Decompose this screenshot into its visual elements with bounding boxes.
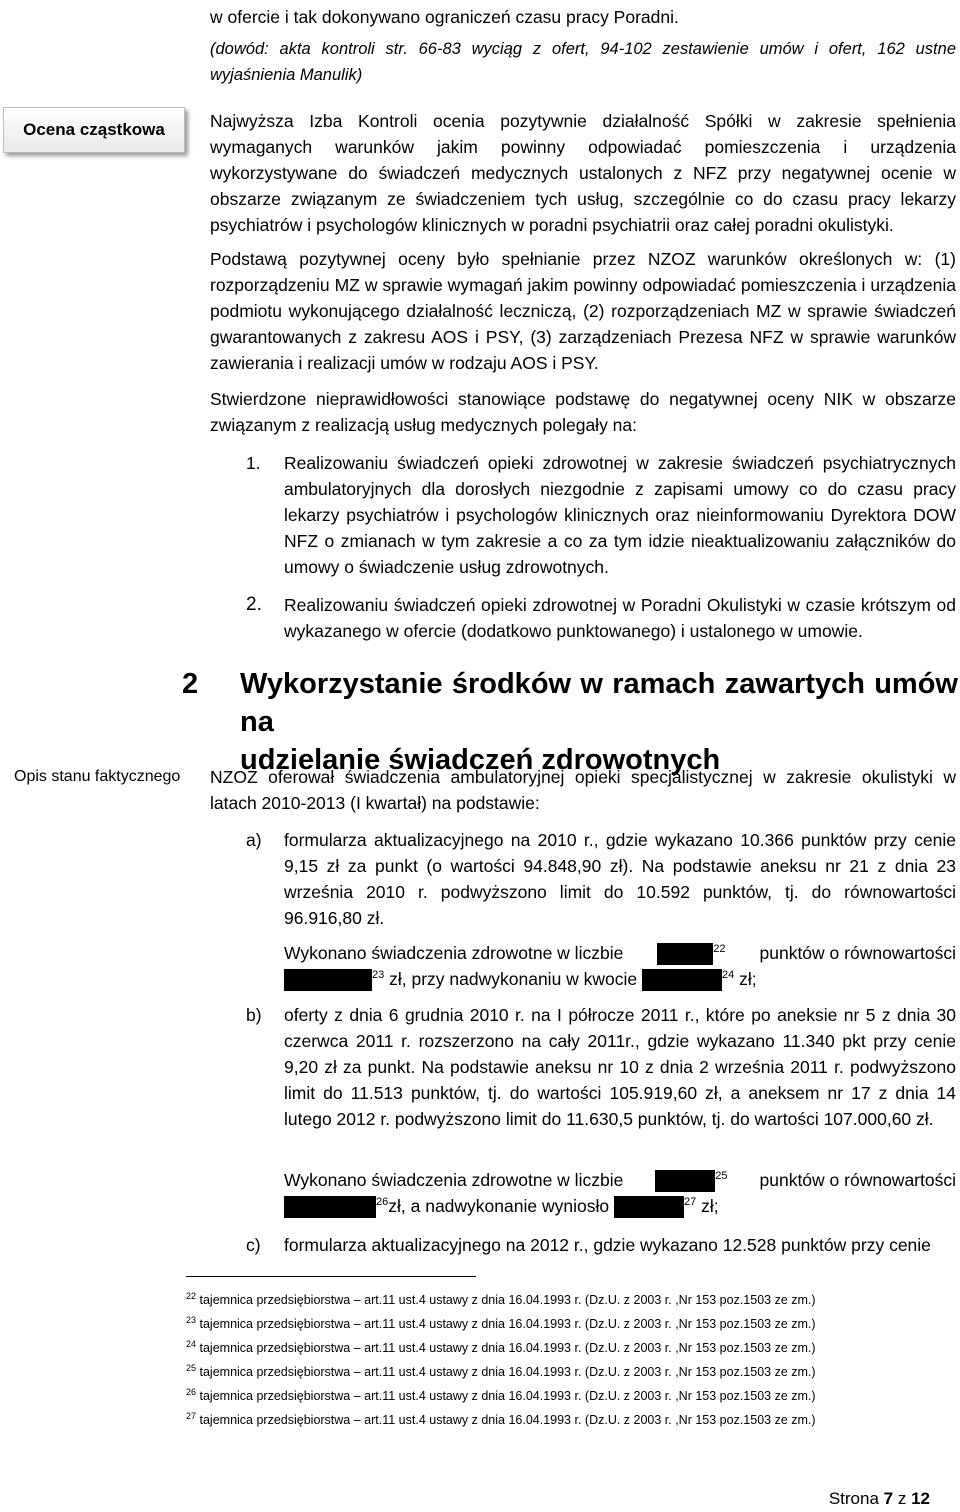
footnote-text: tajemnica przedsiębiorstwa – art.11 ust.4 ustawy z dnia 16.04.1993 r. (Dz.U. z 2003 r. ,Nr 153 poz.1503 ze zm.) xyxy=(199,1389,816,1403)
footnote-number: 27 xyxy=(186,1410,197,1421)
footnote-number: 24 xyxy=(186,1338,197,1349)
list-item-number: 2. xyxy=(246,594,262,615)
execution-text: zł, przy nadwykonaniu w kwocie xyxy=(389,969,638,989)
facts-description-label: Opis stanu faktycznego xyxy=(14,768,181,785)
footnote-text: tajemnica przedsiębiorstwa – art.11 ust.4 ustawy z dnia 16.04.1993 r. (Dz.U. z 2003 r. ,Nr 153 poz.1503 ze zm.) xyxy=(199,1413,816,1427)
redaction-block xyxy=(614,1196,684,1218)
section-title-line1: Wykorzystanie środków w ramach zawartych umów na xyxy=(240,668,958,738)
list-item-a xyxy=(246,827,956,931)
list-item xyxy=(246,592,956,644)
footnote-text: tajemnica przedsiębiorstwa – art.11 ust.4 ustawy z dnia 16.04.1993 r. (Dz.U. z 2003 r. ,Nr 153 poz.1503 ze zm.) xyxy=(199,1341,816,1355)
page-number xyxy=(829,1486,930,1512)
footnote xyxy=(186,1360,816,1384)
execution-text: punktów o równowartości xyxy=(759,943,956,963)
list-item-number: 1. xyxy=(246,453,261,473)
execution-note-a xyxy=(284,940,956,992)
execution-text: punktów o równowartości xyxy=(759,1170,956,1190)
footnote-ref: 22 xyxy=(713,943,726,956)
footnote xyxy=(186,1336,816,1360)
evidence-note: (dowód: akta kontroli str. 66-83 wyciąg z ofert, 94-102 zestawienie umów i ofert, 162 ustne wyjaśnienia Manulik) xyxy=(210,40,956,84)
list-item-text: Realizowaniu świadczeń opieki zdrowotnej w zakresie świadczeń psychiatrycznych ambulatoryjnych dla dorosłych niezgodnie z zapisami umowy co do czasu pracy lekarzy psychiatrów i psychologów klinicznych oraz nieinformowaniu Dyrektora DOW NFZ o zmianach w tym zakresie a co za tym idzie nieaktualizowaniu załączników do umowy o świadczenie usług zdrowotnych. xyxy=(284,453,956,577)
footnote-text: tajemnica przedsiębiorstwa – art.11 ust.4 ustawy z dnia 16.04.1993 r. (Dz.U. z 2003 r. ,Nr 153 poz.1503 ze zm.) xyxy=(199,1317,816,1331)
assessment-paragraph-1: Najwyższa Izba Kontroli ocenia pozytywnie działalność Spółki w zakresie spełnienia wymaganych warunków jakim powinny odpowiadać pomieszczenia i urządzenia wykorzystywane do świadczeń medycznych ustalonych z NFZ przy negatywnej ocenie w obszarze związanym ze świadczeniem tych usług, szczególnie co do czasu pracy lekarzy psychiatrów i psychologów klinicznych w poradni psychiatrii oraz całej poradni okulistyki. xyxy=(210,111,956,235)
execution-text: zł; xyxy=(701,1196,719,1216)
partial-assessment-text: Ocena cząstkowa xyxy=(23,120,165,139)
page-label: Strona xyxy=(828,1489,879,1508)
list-item-letter: c) xyxy=(246,1235,261,1255)
page-total: 12 xyxy=(911,1489,930,1508)
continuation-text: w ofercie i tak dokonywano ograniczeń czasu pracy Poradni. xyxy=(210,7,679,27)
footnote-number: 25 xyxy=(186,1362,197,1373)
footnote xyxy=(186,1384,816,1408)
section-title-line2: udzielanie świadczeń zdrowotnych xyxy=(240,744,721,776)
section-heading-line1 xyxy=(182,665,958,741)
redaction-block xyxy=(642,969,722,991)
list-item-text: formularza aktualizacyjnego na 2012 r., gdzie wykazano 12.528 punktów przy cenie xyxy=(284,1235,931,1255)
section-heading xyxy=(182,665,958,779)
redaction-block xyxy=(284,969,372,991)
list-item-c xyxy=(246,1232,956,1258)
assessment-paragraph-2: Podstawą pozytywnej oceny było spełnianie przez NZOZ warunków określonych w: (1) rozporządzeniu MZ w sprawie wymagań jakim powinny odpowiadać pomieszczenia i urządzenia podmiotu wykonującego działalność leczniczą, (2) rozporządzeniach MZ w sprawie świadczeń gwarantowanych z zakresu AOS i PSY, (3) zarządzeniach Prezesa NFZ w sprawie warunków zawierania i realizacji umów w rodzaju AOS i PSY. xyxy=(210,249,956,373)
footnote-ref: 26 xyxy=(376,1196,389,1209)
redaction-block xyxy=(657,943,713,965)
footnote-ref: 23 xyxy=(372,969,385,982)
footnote-number: 26 xyxy=(186,1386,197,1397)
footnote-ref: 25 xyxy=(715,1170,728,1183)
footnote xyxy=(186,1408,816,1432)
execution-note-b xyxy=(284,1167,956,1219)
execution-text: Wykonano świadczenia zdrowotne w liczbie xyxy=(284,943,624,963)
facts-intro: NZOZ oferował świadczenia ambulatoryjnej opieki specjalistycznej w zakresie okulistyki w latach 2010-2013 (I kwartał) na podstawie: xyxy=(210,767,956,813)
list-item xyxy=(246,450,956,580)
assessment-paragraph-3: Stwierdzone nieprawidłowości stanowiące podstawę do negatywnej oceny NIK w obszarze związanym z realizacją usług medycznych polegały na: xyxy=(210,389,956,435)
footnote xyxy=(186,1312,816,1336)
list-item-letter: a) xyxy=(246,830,262,850)
section-number: 2 xyxy=(182,668,199,700)
execution-text: Wykonano świadczenia zdrowotne w liczbie xyxy=(284,1170,624,1190)
footnote-text: tajemnica przedsiębiorstwa – art.11 ust.4 ustawy z dnia 16.04.1993 r. (Dz.U. z 2003 r. ,Nr 153 poz.1503 ze zm.) xyxy=(199,1293,816,1307)
footnote-text: tajemnica przedsiębiorstwa – art.11 ust.4 ustawy z dnia 16.04.1993 r. (Dz.U. z 2003 r. ,Nr 153 poz.1503 ze zm.) xyxy=(199,1365,816,1379)
page-sep: z xyxy=(897,1489,907,1508)
footnote-separator xyxy=(186,1276,476,1277)
redaction-block xyxy=(655,1170,715,1192)
list-item-text: Realizowaniu świadczeń opieki zdrowotnej w Poradni Okulistyki w czasie krótszym od wykazanego w ofercie (dodatkowo punktowanego) i ustalonego w umowie. xyxy=(284,595,956,641)
partial-assessment-label xyxy=(3,107,185,153)
redaction-block xyxy=(284,1196,376,1218)
execution-text: zł, a nadwykonanie wyniosło xyxy=(388,1196,610,1216)
page-current: 7 xyxy=(883,1489,894,1508)
list-item-letter: b) xyxy=(246,1005,262,1025)
footnote-number: 23 xyxy=(186,1314,197,1325)
execution-text: zł; xyxy=(739,969,757,989)
list-item-text: oferty z dnia 6 grudnia 2010 r. na I półrocze 2011 r., które po aneksie nr 5 z dnia 30 czerwca 2011 r. rozszerzono na cały 2011r., gdzie wykazano 11.340 pkt przy cenie 9,20 zł za punkt. Na podstawie aneksu nr 10 z dnia 2 września 2011 r. podwyższono limit do 11.513 punktów, tj. do wartości 105.919,60 zł, a aneksem nr 17 z dnia 14 lutego 2012 r. podwyższono limit do 11.630,5 punktów, tj. do wartości 107.000,60 zł. xyxy=(284,1005,956,1129)
list-item-text: formularza aktualizacyjnego na 2010 r., gdzie wykazano 10.366 punktów przy cenie 9,15 zł za punkt (o wartości 94.848,90 zł). Na podstawie aneksu nr 21 z dnia 23 września 2010 r. podwyższono limit do 10.592 punktów, tj. do równowartości 96.916,80 zł. xyxy=(284,830,956,928)
footnote-number: 22 xyxy=(186,1290,197,1301)
footnote xyxy=(186,1288,816,1312)
footnote-ref: 27 xyxy=(683,1196,697,1209)
list-item-b xyxy=(246,1002,956,1132)
footnote-ref: 24 xyxy=(722,969,735,982)
